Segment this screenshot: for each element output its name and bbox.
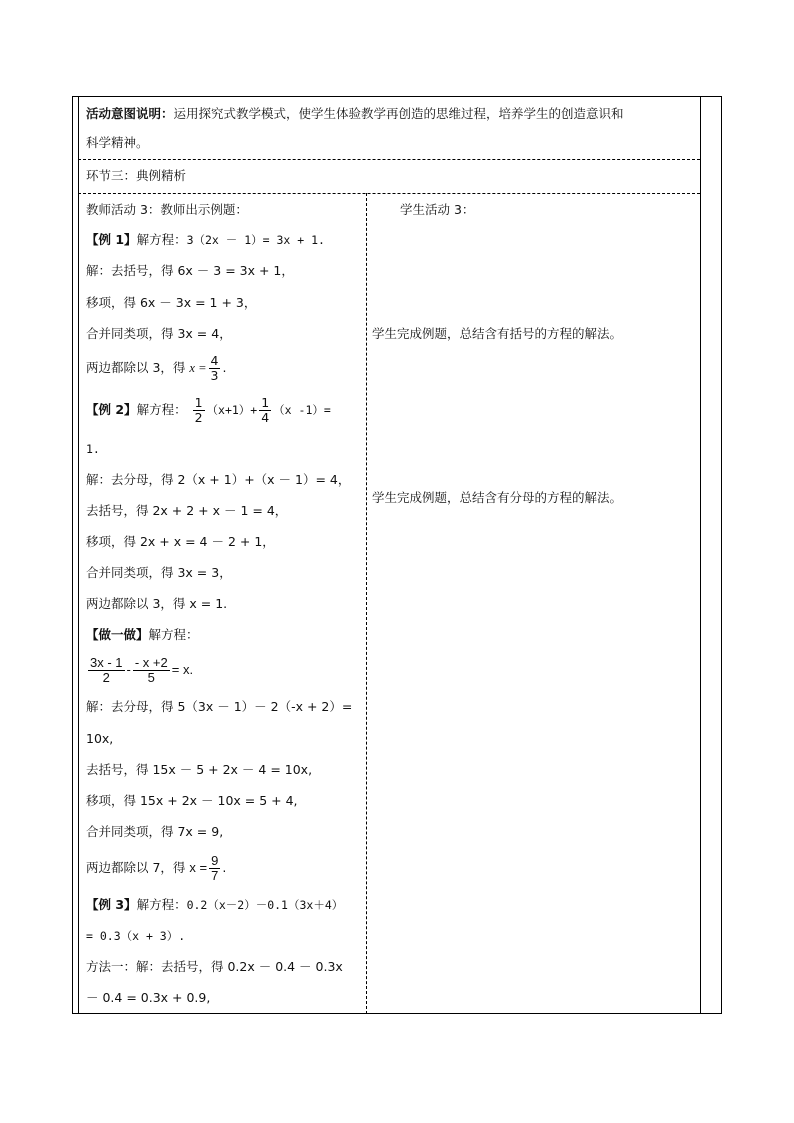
try-it-step: 合并同类项，得 7x = 9, <box>86 824 224 839</box>
row-divider <box>78 193 700 194</box>
student-heading: 学生活动 3： <box>400 202 475 217</box>
fraction: $\frac{1}{4}$ <box>261 395 270 425</box>
example-2-step: 两边都除以 3，得 x = 1. <box>86 596 228 611</box>
example-3-statement: 【例 3】解方程：0.2（x－2）－0.1（3x＋4） <box>86 897 344 912</box>
example-3-tag: 【例 3】 <box>86 897 137 912</box>
example-1-statement: 【例 1】解方程：3（2x － 1）= 3x + 1. <box>86 232 325 247</box>
try-it-equation: $\frac{3x - 1}{2}$ - $\frac{- x +2}{5}$ = x. <box>90 655 194 686</box>
table-left-rule <box>78 96 79 1014</box>
try-it-step: 去括号，得 15x － 5 + 2x － 4 = 10x, <box>86 762 313 777</box>
try-it-heading: 【做一做】解方程： <box>86 627 199 642</box>
fraction: $\frac{1}{2}$ <box>194 395 203 425</box>
example-2-statement-tail: 1. <box>86 442 100 456</box>
purpose-line-2: 科学精神。 <box>86 135 149 150</box>
purpose-line-1 <box>86 106 624 122</box>
example-1-step: 移项，得 6x － 3x = 1 + 3， <box>86 295 257 310</box>
example-3-step: － 0.4 = 0.3x + 0.9, <box>86 990 211 1005</box>
try-it-step: 10x, <box>86 731 114 746</box>
example-1-result: 两边都除以 3，得 x = $\frac{4}{3}$ . <box>86 353 227 383</box>
example-2-step: 移项，得 2x + x = 4 － 2 + 1， <box>86 534 275 549</box>
teacher-heading: 教师活动 3：教师出示例题： <box>86 202 248 217</box>
fraction: $\frac{4}{3}$ <box>210 353 219 383</box>
column-divider <box>366 193 367 1014</box>
try-it-step: 解：去分母，得 5（3x － 1）－ 2（-x + 2）= <box>86 699 353 714</box>
example-1-tag: 【例 1】 <box>86 232 137 247</box>
example-2-step: 解：去分母，得 2（x + 1）+（x － 1）= 4， <box>86 472 351 487</box>
try-it-result: 两边都除以 7，得 x = $\frac{9}{7}$ . <box>86 853 227 883</box>
example-3-statement-tail: = 0.3（x + 3）. <box>86 929 186 943</box>
try-it-tag: 【做一做】 <box>86 627 149 642</box>
student-note: 学生完成例题，总结含有括号的方程的解法。 <box>372 326 623 341</box>
example-2-step: 去括号，得 2x + 2 + x － 1 = 4， <box>86 503 288 518</box>
purpose-text: 运用探究式教学模式，使学生体验教学再创造的思维过程，培养学生的创造意识和 <box>173 106 624 121</box>
fraction: $\frac{9}{7}$ <box>211 853 219 883</box>
example-2-step: 合并同类项，得 3x = 3， <box>86 565 232 580</box>
fraction: $\frac{- x +2}{5}$ <box>134 655 168 686</box>
purpose-label: 活动意图说明： <box>86 106 174 121</box>
student-note: 学生完成例题，总结含有分母的方程的解法。 <box>372 490 623 505</box>
example-1-step: 解：去括号，得 6x － 3 = 3x + 1， <box>86 263 294 278</box>
section-title: 环节三：典例精析 <box>86 168 187 183</box>
example-2-tag: 【例 2】 <box>86 402 137 417</box>
table-right-rule <box>700 96 701 1014</box>
example-1-step: 合并同类项，得 3x = 4， <box>86 326 232 341</box>
try-it-step: 移项，得 15x + 2x － 10x = 5 + 4, <box>86 793 298 808</box>
fraction: $\frac{3x - 1}{2}$ <box>90 655 123 686</box>
example-2-statement: 【例 2】解方程： $\frac{1}{2}$ （x+1）+ $\frac{1}{4}$ （x -1）= <box>86 395 331 425</box>
example-3-step: 方法一：解：去括号，得 0.2x － 0.4 － 0.3x <box>86 959 343 974</box>
row-divider <box>78 159 700 160</box>
